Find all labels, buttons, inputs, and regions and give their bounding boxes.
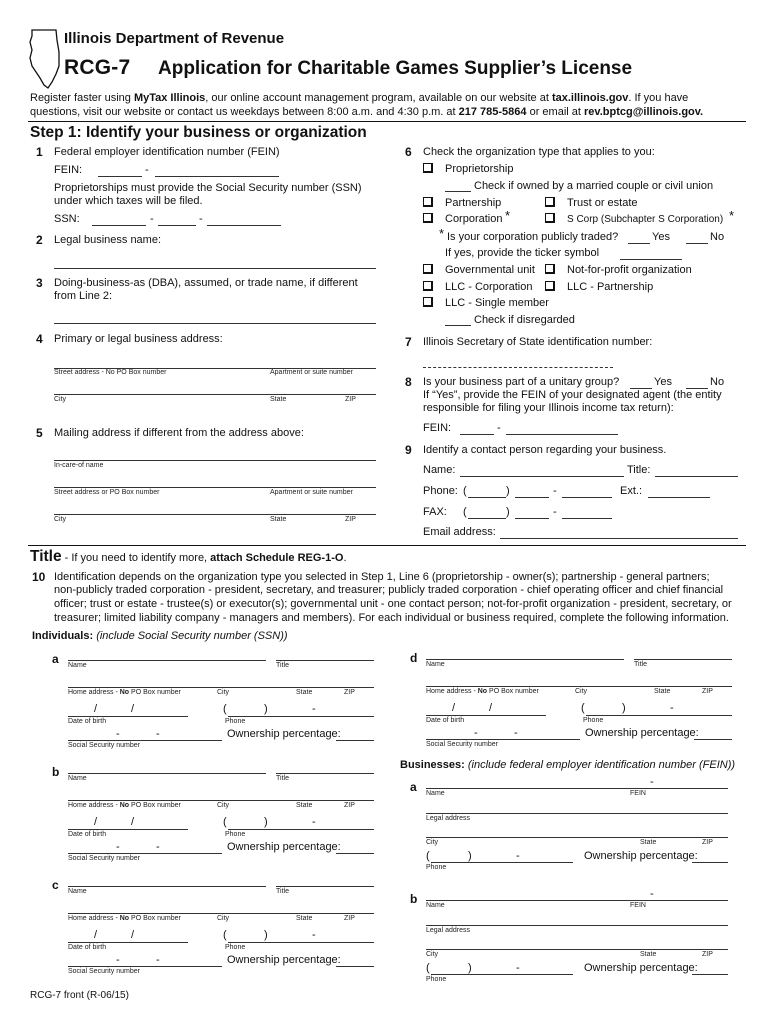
dob-slash-2: / — [131, 703, 135, 715]
contact-name-label: Name: — [423, 464, 456, 476]
individual-phone-field[interactable] — [228, 829, 374, 830]
proprietorship-label: Proprietorship — [445, 163, 514, 175]
agent-fein-field-1[interactable] — [460, 434, 494, 435]
ssn-field-2[interactable] — [158, 225, 196, 226]
fein-field-suffix[interactable] — [155, 176, 279, 177]
apt2-caption: Apartment or suite number — [270, 489, 353, 496]
llc-single-checkbox[interactable] — [423, 297, 433, 307]
unitary-yes-label: Yes — [654, 376, 672, 388]
legal-address-caption: Legal address — [426, 927, 470, 934]
dob-caption: Date of birth — [68, 718, 107, 725]
line-7-number: 7 — [405, 335, 412, 349]
ssn-field-1[interactable] — [92, 225, 146, 226]
proprietorship-note-1: Proprietorships must provide the Social Security number (SSN) — [54, 182, 362, 194]
state-caption: State — [640, 839, 657, 846]
mailing-street-field[interactable] — [54, 487, 376, 488]
individual-home-address-field[interactable] — [68, 687, 374, 688]
individual-name-field[interactable] — [68, 773, 266, 774]
sos-id-field[interactable] — [423, 367, 613, 368]
partnership-checkbox[interactable] — [423, 197, 433, 207]
city-caption: City — [217, 689, 230, 696]
individual-ssn-field[interactable] — [68, 853, 222, 854]
ssn-dash-1: - — [150, 213, 154, 225]
s-corp-checkbox[interactable] — [545, 213, 555, 223]
ssn-dash-1: - — [116, 954, 120, 966]
business-city-field[interactable] — [426, 949, 728, 950]
contact-phone-label: Phone: — [423, 485, 458, 497]
phone-dash: - — [516, 962, 520, 974]
home-address-caption: Home address - No PO Box number — [68, 915, 181, 922]
contact-ext-label: Ext.: — [620, 485, 643, 497]
individual-phone-field[interactable] — [228, 716, 374, 717]
contact-fax-label: FAX: — [423, 506, 447, 518]
partnership-label: Partnership — [445, 197, 502, 209]
individual-name-field[interactable] — [426, 659, 624, 660]
line-8-number: 8 — [405, 375, 412, 389]
dob-slash-2: / — [131, 929, 135, 941]
state-caption: State — [640, 951, 657, 958]
fein-dash: - — [650, 776, 654, 788]
zip2-caption: ZIP — [345, 516, 356, 523]
ownership-field[interactable] — [336, 853, 374, 854]
individual-title-field[interactable] — [276, 886, 374, 887]
public-asterisk: * — [439, 226, 445, 241]
intro-line-2: questions, visit our website or contact us weekdays between 8:00 a.m. and 4:30 p.m. at 217 785-5864 or email at rev.bptcg@illinois.gov. — [30, 106, 704, 118]
phone-dash: - — [312, 703, 316, 715]
phone-dash: - — [312, 816, 316, 828]
fax-area-open: ( — [463, 506, 467, 518]
individual-dob-field[interactable] — [68, 716, 188, 717]
line-10-text-1: Identification depends on the organization type you selected in Step 1, Line 6 (proprietorship - owner(s); partnership - general partners; — [54, 571, 710, 583]
line-9-number: 9 — [405, 443, 412, 457]
business-legal-address-field[interactable] — [426, 813, 728, 814]
agent-fein-label: FEIN: — [423, 422, 452, 434]
dob-caption: Date of birth — [68, 831, 107, 838]
phone-open: ( — [426, 850, 430, 862]
line-8-note-2: responsible for filing your Illinois income tax return): — [423, 402, 674, 414]
contact-fax-line-field[interactable] — [562, 518, 612, 519]
dob-slash-1: / — [94, 816, 98, 828]
zip-caption: ZIP — [702, 951, 713, 958]
trust-estate-checkbox[interactable] — [545, 197, 555, 207]
zip-caption: ZIP — [702, 839, 713, 846]
govt-unit-checkbox[interactable] — [423, 264, 433, 274]
phone-close: ) — [264, 816, 268, 828]
business-letter: a — [410, 780, 417, 794]
corporation-label: Corporation — [445, 213, 503, 225]
phone-open: ( — [223, 703, 227, 715]
phone-close: ) — [264, 703, 268, 715]
line-8-note-1: If “Yes”, provide the FEIN of your designated agent (the entity — [423, 389, 722, 401]
phone-dash: - — [553, 485, 557, 497]
line-3-label-1: Doing-business-as (DBA), assumed, or trade name, if different — [54, 277, 358, 289]
line-6-number: 6 — [405, 145, 412, 159]
ownership-label: Ownership percentage: — [227, 954, 341, 966]
city-caption: City — [217, 802, 230, 809]
phone-dash: - — [312, 929, 316, 941]
dob-caption: Date of birth — [68, 944, 107, 951]
legal-business-name-field[interactable] — [54, 268, 376, 269]
name-caption: Name — [68, 662, 87, 669]
individual-title-field[interactable] — [276, 660, 374, 661]
line-10-text-3: officer; trust or estate - trustee(s) or executor(s); governmental unit - one contact person; not-for-profit organization - president, secretary, or — [54, 598, 732, 610]
llc-partnership-checkbox[interactable] — [545, 281, 555, 291]
ssn-dash-1: - — [116, 841, 120, 853]
publicly-no-label: No — [710, 231, 725, 243]
phone-dash: - — [516, 850, 520, 862]
city-caption: City — [426, 951, 439, 958]
state-caption: State — [270, 396, 287, 403]
form-revision: RCG-7 front (R-06/15) — [30, 990, 129, 1001]
intro-line-1: Register faster using MyTax Illinois, our online account management program, available on our website at tax.illinois.gov. If you have — [30, 92, 689, 104]
line-1-label: Federal employer identification number (FEIN) — [54, 146, 280, 158]
name-caption: Name — [426, 902, 445, 909]
city2-caption: City — [54, 516, 67, 523]
ssn-caption: Social Security number — [68, 855, 140, 862]
llc-single-label: LLC - Single member — [445, 297, 549, 309]
dob-caption: Date of birth — [426, 717, 465, 724]
publicly-no-field[interactable] — [686, 243, 708, 244]
step-divider — [28, 545, 746, 546]
business-name-field[interactable] — [426, 900, 728, 901]
name-caption: Name — [68, 775, 87, 782]
individual-phone-field[interactable] — [228, 942, 374, 943]
phone-open: ( — [223, 816, 227, 828]
city-caption: City — [217, 915, 230, 922]
line-5-number: 5 — [36, 426, 43, 440]
line-10-text-2: non-publicly traded corporation - president, secretary, and treasurer; publicly traded corporation - chief operating officer and chief financial — [54, 584, 724, 596]
department-name: Illinois Department of Revenue — [64, 30, 285, 47]
ownership-label: Ownership percentage: — [227, 728, 341, 740]
state-caption: State — [654, 688, 671, 695]
dba-name-field[interactable] — [54, 323, 376, 324]
individual-ssn-field[interactable] — [68, 740, 222, 741]
contact-name-field[interactable] — [460, 476, 624, 477]
name-caption: Name — [426, 661, 445, 668]
publicly-yes-field[interactable] — [628, 243, 650, 244]
phone-area-open: ( — [463, 485, 467, 497]
zip-caption: ZIP — [344, 689, 355, 696]
individual-ssn-field[interactable] — [68, 966, 222, 967]
individual-name-field[interactable] — [68, 660, 266, 661]
header-divider — [28, 121, 746, 122]
individual-ssn-field[interactable] — [426, 739, 580, 740]
title-caption: Title — [276, 775, 289, 782]
title-caption: Title — [634, 661, 647, 668]
individual-name-field[interactable] — [68, 886, 266, 887]
individuals-heading: Individuals: (include Social Security number (SSN)) — [32, 630, 288, 642]
ssn-dash-2: - — [199, 213, 203, 225]
ssn-dash-1: - — [116, 728, 120, 740]
zip-caption: ZIP — [702, 688, 713, 695]
fein-label: FEIN: — [54, 164, 83, 176]
fein-caption: FEIN — [630, 902, 646, 909]
state-caption: State — [296, 802, 313, 809]
ownership-label: Ownership percentage: — [227, 841, 341, 853]
primary-city-field[interactable] — [54, 394, 376, 395]
illinois-state-outline-icon — [26, 28, 62, 90]
phone-caption: Phone — [426, 864, 447, 871]
contact-title-label: Title: — [627, 464, 651, 476]
phone-open: ( — [581, 702, 585, 714]
contact-email-label: Email address: — [423, 526, 496, 538]
contact-title-field[interactable] — [655, 476, 738, 477]
line-6-label: Check the organization type that applies to you: — [423, 146, 655, 158]
form-id: RCG-7 — [64, 56, 131, 79]
business-city-field[interactable] — [426, 837, 728, 838]
dob-slash-1: / — [94, 929, 98, 941]
publicly-yes-label: Yes — [652, 231, 670, 243]
ticker-field[interactable] — [620, 259, 682, 260]
state-caption: State — [296, 915, 313, 922]
publicly-traded-label: Is your corporation publicly traded? — [447, 231, 619, 243]
individual-dob-field[interactable] — [68, 829, 188, 830]
business-legal-address-field[interactable] — [426, 925, 728, 926]
proprietorship-note-2: under which taxes will be filed. — [54, 195, 203, 207]
street2-caption: Street address or PO Box number — [54, 489, 160, 496]
ssn-caption: Social Security number — [68, 968, 140, 975]
trust-estate-label: Trust or estate — [567, 197, 638, 209]
line-10-number: 10 — [32, 570, 46, 584]
phone-caption: Phone — [225, 718, 246, 725]
phone-open: ( — [223, 929, 227, 941]
contact-ext-field[interactable] — [648, 497, 710, 498]
incare-field[interactable] — [54, 460, 376, 461]
line-2-number: 2 — [36, 233, 43, 247]
agent-fein-field-2[interactable] — [506, 434, 618, 435]
contact-email-field[interactable] — [500, 538, 738, 539]
phone-caption: Phone — [426, 976, 447, 983]
business-letter: b — [410, 892, 418, 906]
dob-slash-1: / — [452, 702, 456, 714]
name-caption: Name — [68, 888, 87, 895]
line-3-label-2: from Line 2: — [54, 290, 113, 302]
title-caption: Title — [276, 662, 289, 669]
individual-title-field[interactable] — [276, 773, 374, 774]
line-3-number: 3 — [36, 276, 43, 290]
individual-dob-field[interactable] — [68, 942, 188, 943]
zip-caption: ZIP — [345, 396, 356, 403]
dob-slash-1: / — [94, 703, 98, 715]
business-phone-field[interactable] — [431, 974, 573, 975]
line-9-label: Identify a contact person regarding your business. — [423, 444, 667, 456]
ownership-label: Ownership percentage: — [584, 850, 698, 862]
ssn-dash-2: - — [156, 728, 160, 740]
contact-fax-prefix-field[interactable] — [515, 518, 549, 519]
contact-phone-line-field[interactable] — [562, 497, 612, 498]
individual-phone-field[interactable] — [586, 715, 732, 716]
govt-unit-label: Governmental unit — [445, 264, 535, 276]
ssn-caption: Social Security number — [68, 742, 140, 749]
line-10-text-4: treasurer; limited liability company - managers and members). For each individual or business required, complete the following information. — [54, 612, 729, 624]
ownership-field[interactable] — [694, 739, 732, 740]
unitary-no-label: No — [710, 376, 725, 388]
zip-caption: ZIP — [344, 915, 355, 922]
fein-dash: - — [650, 888, 654, 900]
line-8-label: Is your business part of a unitary group? — [423, 376, 620, 388]
businesses-heading: Businesses: (include federal employer identification number (FEIN)) — [400, 759, 736, 771]
phone-caption: Phone — [225, 831, 246, 838]
state2-caption: State — [270, 516, 287, 523]
s-corp-label: S Corp (Subchapter S Corporation) — [567, 214, 724, 225]
line-5-label: Mailing address if different from the address above: — [54, 427, 304, 439]
step2-title: Title - If you need to identify more, attach Schedule REG-1-O. — [30, 548, 347, 565]
ownership-field[interactable] — [336, 740, 374, 741]
phone-area-close: ) — [506, 485, 510, 497]
line-4-label: Primary or legal business address: — [54, 333, 223, 345]
phone-close: ) — [622, 702, 626, 714]
contact-fax-area-field[interactable] — [468, 518, 506, 519]
ownership-label: Ownership percentage: — [585, 727, 699, 739]
incare-caption: In-care-of name — [54, 462, 104, 469]
zip-caption: ZIP — [344, 802, 355, 809]
individual-home-address-field[interactable] — [68, 913, 374, 914]
individual-dob-field[interactable] — [426, 715, 546, 716]
ssn-dash-2: - — [156, 954, 160, 966]
ownership-label: Ownership percentage: — [584, 962, 698, 974]
individual-home-address-field[interactable] — [68, 800, 374, 801]
legal-address-caption: Legal address — [426, 815, 470, 822]
fein-field-prefix[interactable] — [98, 176, 142, 177]
dob-slash-2: / — [489, 702, 493, 714]
business-name-field[interactable] — [426, 788, 728, 789]
home-address-caption: Home address - No PO Box number — [68, 802, 181, 809]
fein-dash: - — [145, 164, 149, 176]
fein-caption: FEIN — [630, 790, 646, 797]
line-1-number: 1 — [36, 145, 43, 159]
title-caption: Title — [276, 888, 289, 895]
agent-fein-dash: - — [497, 422, 501, 434]
llc-partnership-label: LLC - Partnership — [567, 281, 654, 293]
ownership-field[interactable] — [336, 966, 374, 967]
step1-title: Step 1: Identify your business or organization — [30, 124, 367, 141]
individual-letter: b — [52, 765, 60, 779]
disregarded-label: Check if disregarded — [474, 314, 575, 326]
line-4-number: 4 — [36, 332, 43, 346]
individual-letter: d — [410, 651, 418, 665]
contact-phone-prefix-field[interactable] — [515, 497, 549, 498]
street-caption: Street address - No PO Box number — [54, 369, 167, 376]
individual-letter: c — [52, 878, 59, 892]
contact-phone-area-field[interactable] — [468, 497, 506, 498]
city-caption: City — [575, 688, 588, 695]
ssn-label: SSN: — [54, 213, 80, 225]
phone-close: ) — [468, 962, 472, 974]
phone-caption: Phone — [583, 717, 604, 724]
disregarded-field[interactable] — [445, 325, 471, 326]
name-caption: Name — [426, 790, 445, 797]
city-caption: City — [54, 396, 67, 403]
ticker-label: If yes, provide the ticker symbol — [445, 247, 600, 259]
phone-close: ) — [468, 850, 472, 862]
llc-corp-checkbox[interactable] — [423, 281, 433, 291]
individual-home-address-field[interactable] — [426, 686, 732, 687]
ssn-dash-2: - — [514, 727, 518, 739]
ssn-caption: Social Security number — [426, 741, 498, 748]
state-caption: State — [296, 689, 313, 696]
home-address-caption: Home address - No PO Box number — [68, 689, 181, 696]
mailing-city-field[interactable] — [54, 514, 376, 515]
ssn-dash-1: - — [474, 727, 478, 739]
llc-corp-label: LLC - Corporation — [445, 281, 533, 293]
nfp-checkbox[interactable] — [545, 264, 555, 274]
proprietorship-checkbox[interactable] — [423, 163, 433, 173]
phone-close: ) — [264, 929, 268, 941]
married-couple-field[interactable] — [445, 191, 471, 192]
line-2-label: Legal business name: — [54, 234, 162, 246]
phone-open: ( — [426, 962, 430, 974]
nfp-label: Not-for-profit organization — [567, 264, 692, 276]
ssn-dash-2: - — [156, 841, 160, 853]
individual-letter: a — [52, 652, 59, 666]
ownership-field[interactable] — [692, 862, 728, 863]
ssn-field-3[interactable] — [207, 225, 281, 226]
business-phone-field[interactable] — [431, 862, 573, 863]
apt-caption: Apartment or suite number — [270, 369, 353, 376]
phone-caption: Phone — [225, 944, 246, 951]
individual-title-field[interactable] — [634, 659, 732, 660]
corporation-checkbox[interactable] — [423, 213, 433, 223]
ownership-field[interactable] — [692, 974, 728, 975]
line-7-label: Illinois Secretary of State identification number: — [423, 336, 653, 348]
dob-slash-2: / — [131, 816, 135, 828]
married-couple-label: Check if owned by a married couple or civil union — [474, 180, 714, 192]
corporation-asterisk: * — [505, 208, 511, 223]
home-address-caption: Home address - No PO Box number — [426, 688, 539, 695]
phone-dash: - — [670, 702, 674, 714]
form-title: Application for Charitable Games Supplier’s License — [158, 58, 633, 79]
city-caption: City — [426, 839, 439, 846]
fax-area-close: ) — [506, 506, 510, 518]
s-corp-asterisk: * — [729, 208, 735, 223]
fax-dash: - — [553, 506, 557, 518]
